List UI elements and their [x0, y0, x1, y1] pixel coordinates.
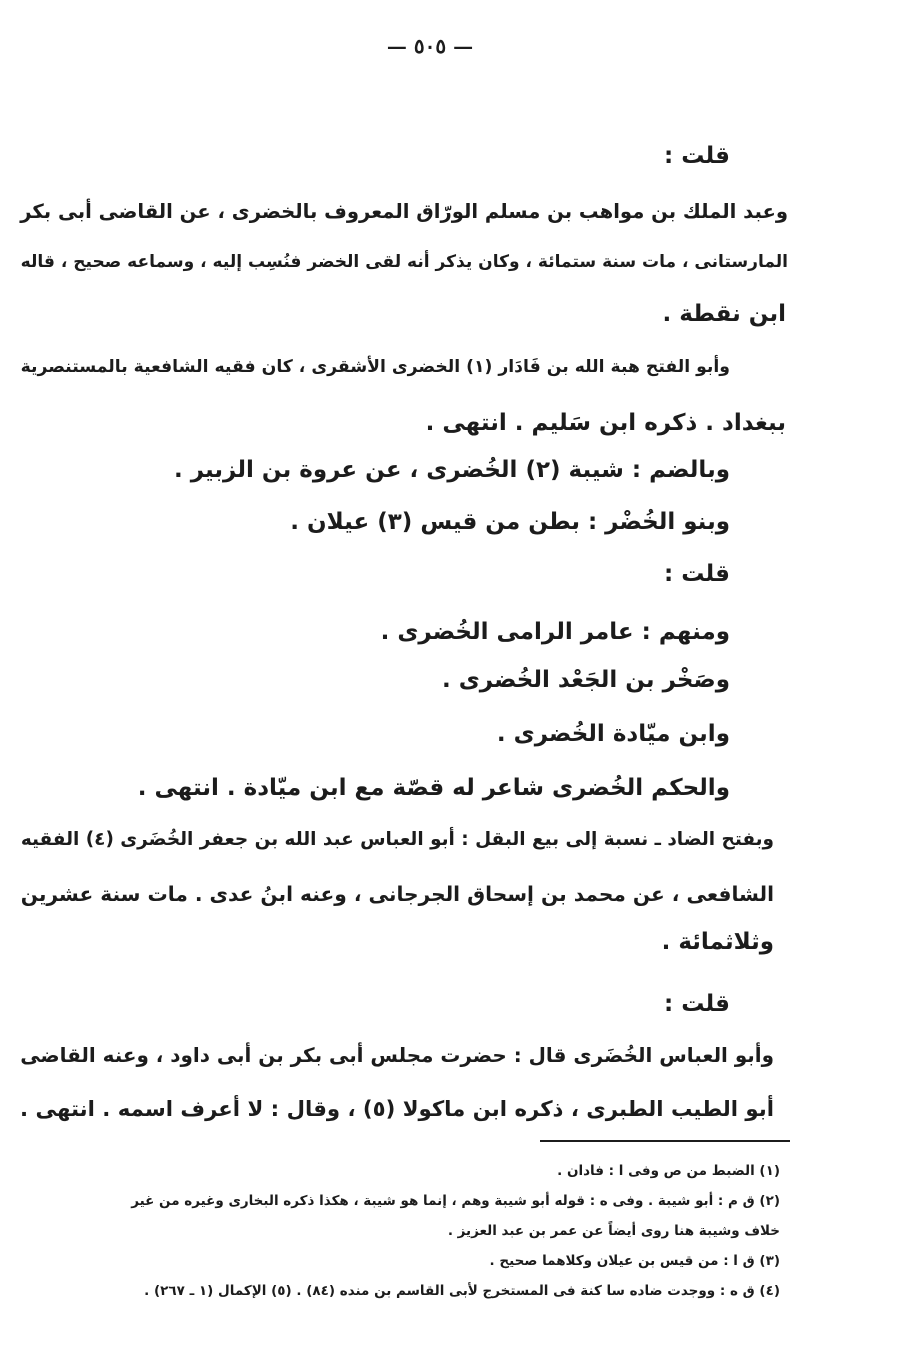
text-line: أبو الطيب الطبرى ، ذكره ابن ماكولا (٥) ، وقال : لا أعرف اسمه . انتهى .	[20, 1097, 774, 1122]
text-line: وأبو الفتح هبة الله بن فَادَار (١) الخضرى الأشقرى ، كان فقيه الشافعية بالمستنصرية	[20, 357, 730, 377]
footnote-separator	[540, 1140, 790, 1142]
page-number: — ٥٠٥ —	[386, 34, 474, 58]
text-line: ابن نقطة .	[662, 301, 786, 327]
text-line: ببغداد . ذكره ابن سَليم . انتهى .	[425, 410, 786, 436]
text-line: وبالضم : شيبة (٢) الخُضرى ، عن عروة بن الزبير .	[173, 457, 730, 483]
text-line: قلت :	[663, 991, 730, 1017]
text-line: قلت :	[663, 143, 730, 169]
footnote: (٢) ق م : أبو شيبة . وفى ه : قوله أبو شيبة وهم ، إنما هو شيبة ، هكذا ذكره البخارى وغيره من غير	[131, 1193, 780, 1209]
text-line: وبفتح الضاد ـ نسبة إلى بيع البقل : أبو العباس عبد الله بن جعفر الخُضَرى (٤) الفقيه	[20, 829, 774, 850]
footnote: (٤) ق ه : ووجدت ضاده سا كنة فى المستخرج لأبى القاسم بن منده (٨٤) . (٥) الإكمال (١ ـ ٢٦٧) .	[144, 1283, 780, 1299]
text-line: وبنو الخُضْر : بطن من قيس (٣) عيلان .	[290, 509, 730, 535]
text-line: والحكم الخُضرى شاعر له قصّة مع ابن ميّادة . انتهى .	[137, 775, 730, 801]
text-line: وابن ميّادة الخُضرى .	[496, 721, 730, 747]
text-line: المارستانى ، مات سنة ستمائة ، وكان يذكر أنه لقى الخضر فنُسِب إليه ، وسماعه صحيح ، قاله	[20, 252, 788, 272]
text-line: وثلاثمائة .	[661, 929, 774, 955]
text-line: قلت :	[663, 561, 730, 587]
text-line: وأبو العباس الخُضَرى قال : حضرت مجلس أبى بكر بن أبى داود ، وعنه القاضى	[20, 1044, 774, 1067]
text-line: ومنهم : عامر الرامى الخُضرى .	[380, 619, 730, 645]
footnote: خلاف وشيبة هنا روى أيضاً عن عمر بن عبد العزيز .	[447, 1223, 780, 1239]
text-line: وعبد الملك بن مواهب بن مسلم الورّاق المعروف بالخضرى ، عن القاضى أبى بكر	[20, 200, 788, 223]
text-line: الشافعى ، عن محمد بن إسحاق الجرجانى ، وعنه ابنُ عدى . مات سنة عشرين	[20, 882, 774, 906]
footnote: (٣) ق ا : من قيس بن عيلان وكلاهما صحيح .	[489, 1253, 780, 1269]
footnote: (١) الضبط من ص وفى ا : فادان .	[557, 1163, 780, 1179]
text-line: وصَخْر بن الجَعْد الخُضرى .	[441, 667, 730, 693]
